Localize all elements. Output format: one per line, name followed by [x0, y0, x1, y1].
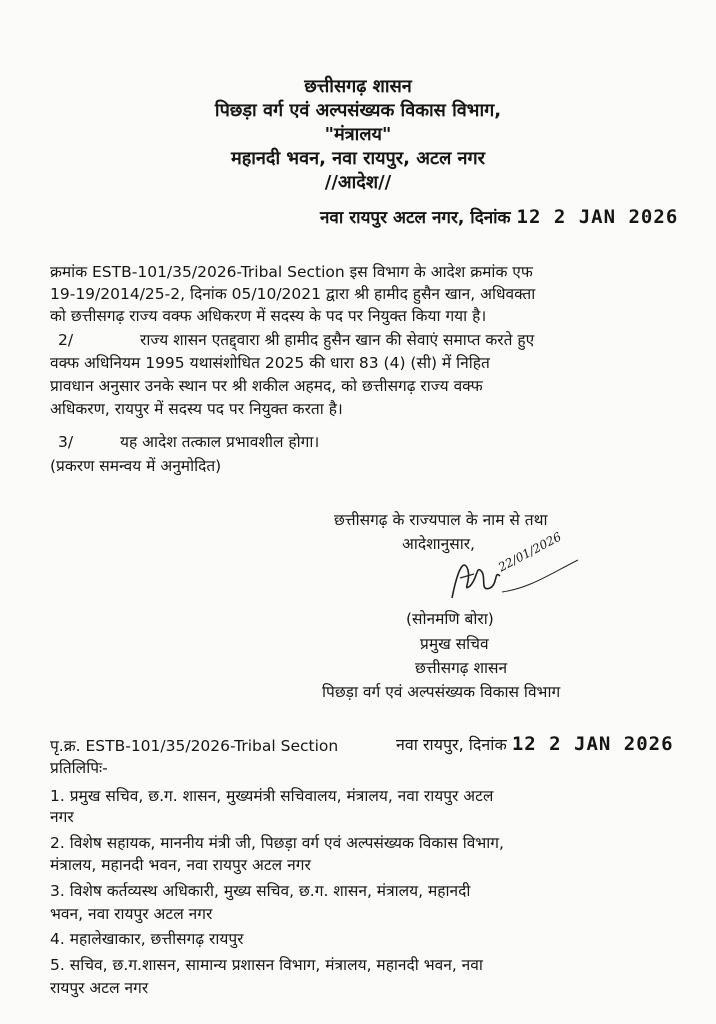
copy-item-3-line2: भवन, नवा रायपुर अटल नगर — [50, 905, 213, 923]
order-para2-line3: प्रावधान अनुसार उनके स्थान पर श्री शकील अहमद, को छत्तीसगढ़ राज्य वक्फ — [50, 377, 483, 395]
header-department: पिछड़ा वर्ग एवं अल्पसंख्यक विकास विभाग, — [214, 100, 502, 121]
order-para3-number: 3/ — [58, 433, 74, 451]
order-para1-line1: क्रमांक ESTB-101/35/2026-Tribal Section इस विभाग के आदेश क्रमांक एफ — [50, 263, 533, 281]
date-line — [320, 205, 678, 228]
handwritten-date: 22/01/2026 — [496, 529, 564, 575]
copy-item-1-line1: 1. प्रमुख सचिव, छ.ग. शासन, मुख्यमंत्री सचिवालय, मंत्रालय, नवा रायपुर अटल — [50, 787, 494, 805]
endorsement-ref: पृ.क्र. ESTB-101/35/2026-Tribal Section — [50, 737, 339, 755]
copy-item-5-line2: रायपुर अटल नगर — [50, 979, 149, 997]
date-place: नवा रायपुर अटल नगर, दिनांक — [320, 208, 511, 228]
copy-item-1-line2: नगर — [50, 808, 74, 826]
header-order-title: //आदेश// — [324, 172, 392, 193]
copy-item-5-line1: 5. सचिव, छ.ग.शासन, सामान्य प्रशासन विभाग, मंत्रालय, महानदी भवन, नवा — [50, 956, 483, 974]
order-para1-line3: को छत्तीसगढ़ राज्य वक्फ अधिकरण में सदस्य के पद पर नियुक्त किया गया है। — [50, 307, 487, 325]
signature-order-line: आदेशानुसार, — [402, 535, 475, 553]
signatory-department: पिछड़ा वर्ग एवं अल्पसंख्यक विकास विभाग — [322, 683, 561, 701]
order-para2-line4: अधिकरण, रायपुर में सदस्य पद पर नियुक्त करता है। — [50, 400, 343, 418]
order-para2-number: 2/ — [58, 331, 74, 349]
order-para3-text: यह आदेश तत्काल प्रभावशील होगा। — [120, 433, 320, 451]
header-govt: छत्तीसगढ़ शासन — [304, 76, 412, 97]
copy-item-3-line1: 3. विशेष कर्तव्यस्थ अधिकारी, मुख्य सचिव, छ.ग. शासन, मंत्रालय, महानदी — [50, 882, 471, 900]
copy-item-2-line2: मंत्रालय, महानदी भवन, नवा रायपुर अटल नगर — [50, 856, 311, 874]
copy-label: प्रतिलिपिः- — [50, 759, 108, 777]
copy-item-2-line1: 2. विशेष सहायक, माननीय मंत्री जी, पिछड़ा वर्ग एवं अल्पसंख्यक विकास विभाग, — [50, 834, 504, 852]
copy-item-4-line1: 4. महालेखाकार, छत्तीसगढ़ रायपुर — [50, 930, 244, 948]
order-para1-line2: 19-19/2014/25-2, दिनांक 05/10/2021 द्वारा श्री हामीद हुसैन खान, अधिवक्ता — [50, 285, 536, 303]
endorsement-date-line — [396, 733, 674, 755]
signatory-name: (सोनमणि बोरा) — [406, 610, 494, 628]
order-approval-note: (प्रकरण समन्वय में अनुमोदित) — [50, 457, 222, 475]
date-stamp: 12 2 JAN 2026 — [516, 206, 679, 228]
signatory-designation: प्रमुख सचिव — [420, 635, 489, 653]
endorsement-date-stamp: 12 2 JAN 2026 — [511, 733, 674, 755]
order-para2-line1: राज्य शासन एतद्द्वारा श्री हामीद हुसैन खान की सेवाएं समाप्त करते हुए — [140, 331, 535, 349]
header-address: महानदी भवन, नवा रायपुर, अटल नगर — [230, 148, 486, 169]
signatory-govt: छत्तीसगढ़ शासन — [415, 659, 508, 677]
endorsement-date-place: नवा रायपुर, दिनांक — [396, 735, 507, 754]
signature-authority-line: छत्तीसगढ़ के राज्यपाल के नाम से तथा — [334, 511, 548, 529]
order-para2-line2: वक्फ अधिनियम 1995 यथासंशोधित 2025 की धारा 83 (4) (सी) में निहित — [50, 354, 490, 372]
header-mantralaya: "मंत्रालय" — [324, 124, 392, 145]
